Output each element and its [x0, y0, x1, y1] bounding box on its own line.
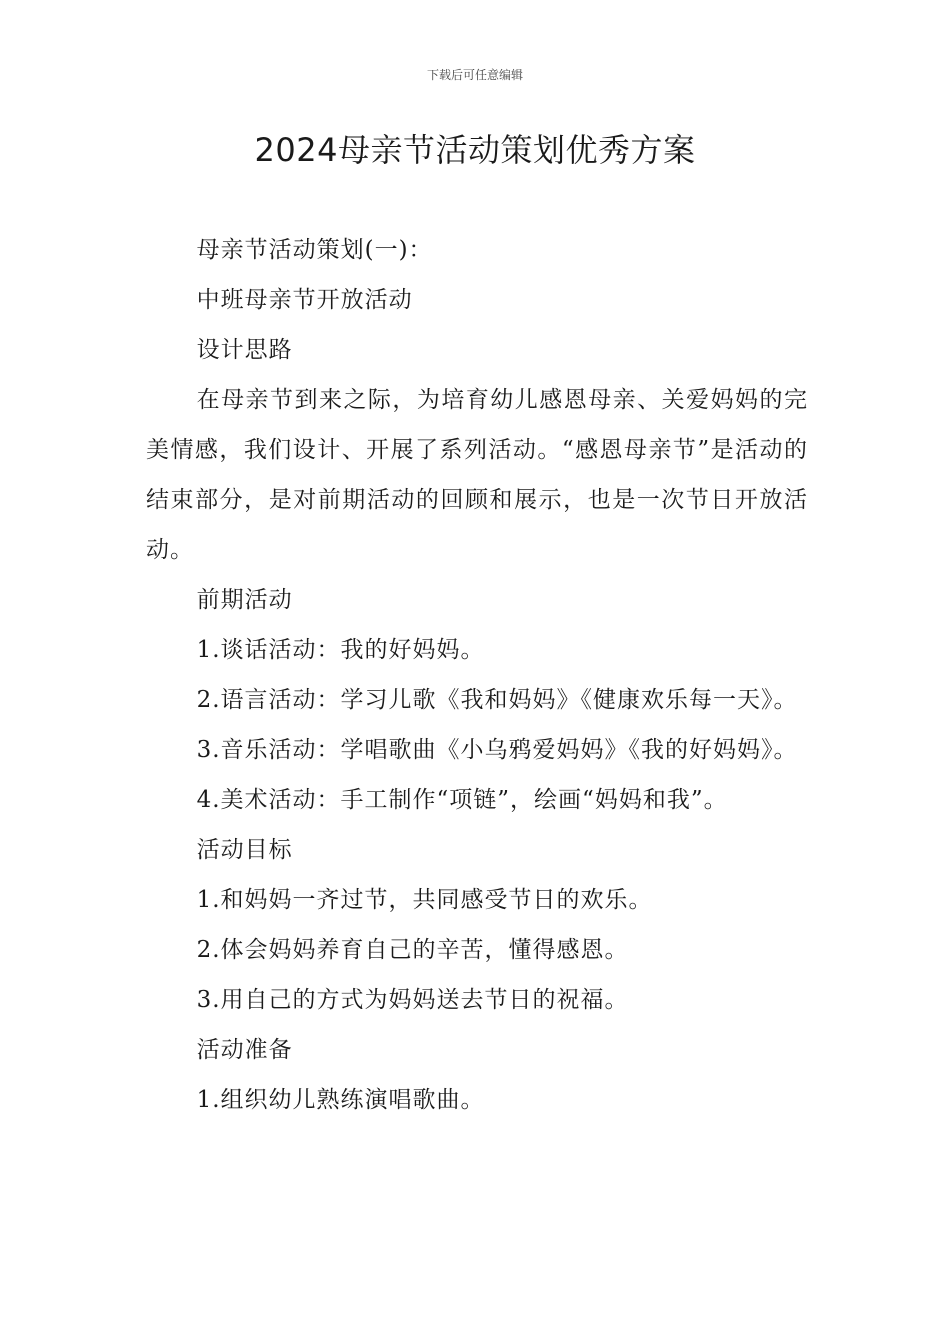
body-paragraph: 在母亲节到来之际，为培育幼儿感恩母亲、关爱妈妈的完美情感，我们设计、开展了系列活动。“感恩母亲节”是活动的结束部分，是对前期活动的回顾和展示，也是一次节日开放活动。 [146, 387, 808, 563]
subheading: 中班母亲节开放活动 [196, 287, 413, 313]
list-item: 3.用自己的方式为妈妈送去节日的祝福。 [196, 987, 629, 1013]
list-item: 2.体会妈妈养育自己的辛苦，懂得感恩。 [196, 937, 629, 963]
document-body [146, 225, 808, 1125]
subheading: 设计思路 [196, 337, 293, 363]
header-note: 下载后可任意编辑 [426, 68, 523, 82]
subheading: 活动目标 [196, 837, 293, 863]
list-item: 3.音乐活动：学唱歌曲《小乌鸦爱妈妈》《我的好妈妈》。 [196, 737, 798, 763]
section-heading: 母亲节活动策划(一)： [196, 237, 433, 263]
subheading: 前期活动 [196, 587, 293, 613]
document-title: 2024母亲节活动策划优秀方案 [254, 131, 696, 169]
list-item: 4.美术活动：手工制作“项链”，绘画“妈妈和我”。 [196, 787, 728, 813]
subheading: 活动准备 [196, 1037, 293, 1063]
list-item: 1.组织幼儿熟练演唱歌曲。 [196, 1087, 485, 1113]
list-item: 1.和妈妈一齐过节，共同感受节日的欢乐。 [196, 887, 653, 913]
list-item: 2.语言活动：学习儿歌《我和妈妈》《健康欢乐每一天》。 [196, 687, 798, 713]
list-item: 1.谈话活动：我的好妈妈。 [196, 637, 485, 663]
